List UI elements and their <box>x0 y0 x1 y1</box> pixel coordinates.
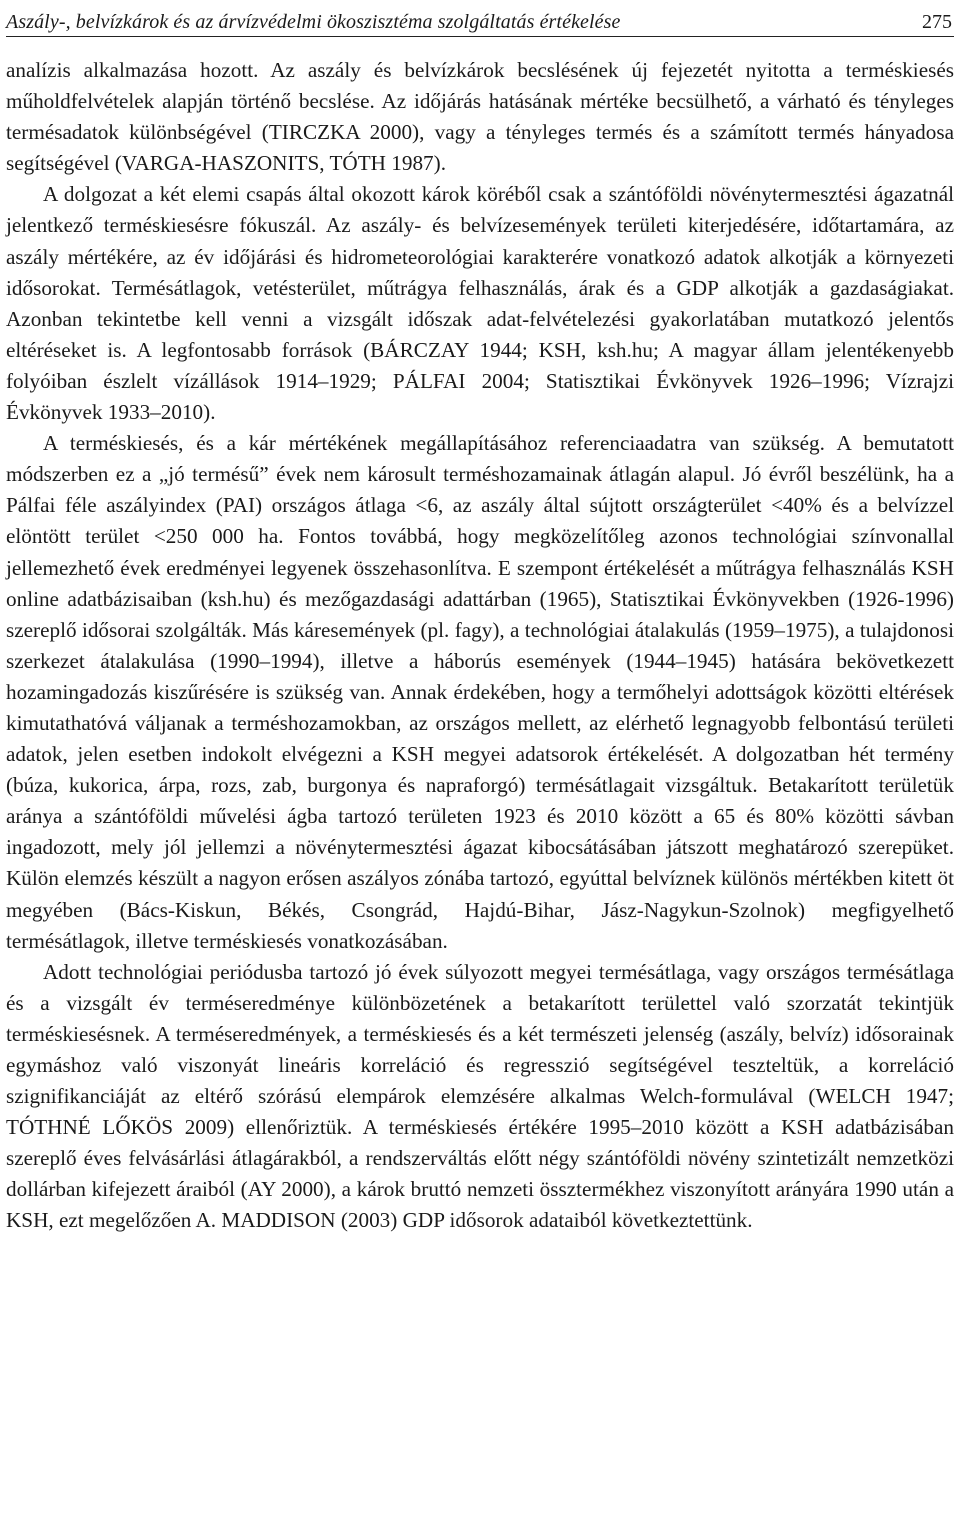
page-number: 275 <box>922 11 952 33</box>
paragraph-4: Adott technológiai periódusba tartozó jó évek súlyozott megyei termésátlaga, vagy országos termésátlaga és a vizsgált év terméseredménye különbözetének a betakarított területtel való szorzatát tekintjük terméskiesésnek. A terméseredmények, a terméskiesés és a két természeti jelenség (aszály, belvíz) idősorainak egymáshoz való viszonyát lineáris korreláció és regresszió segítségével teszteltük, a korreláció szignifikanciáját az eltérő szórású elempárok elemzésére alkalmas Welch-formulával (WELCH 1947; TÓTHNÉ LŐKÖS 2009) ellenőriztük. A terméskiesés értékére 1995–2010 között a KSH adatbázisában szereplő éves felvásárlási átlagárakból, a rendszerváltás előtt négy szántóföldi növény szintetizált nemzetközi dollárban kifejezett áraiból (AY 2000), a károk bruttó nemzeti össztermékhez viszonyított arányára 1990 után a KSH, ezt megelőzően A. MADDISON (2003) GDP idősorok adataiból következtettünk. <box>6 959 954 1233</box>
running-header <box>6 0 954 37</box>
body-text <box>6 55 954 1237</box>
paragraph-2: A dolgozat a két elemi csapás által okozott károk köréből csak a szántóföldi növénytermesztési ágazatnál jelentkező terméskiesésre fókuszál. Az aszály- és belvízesemények területi kiterjedésére, időtartamára, az aszály mértékére, az év időjárási és hidrometeorológiai karakterére vonatkozó adatok alkotják a környezeti idősorokat. Termésátlagok, vetésterület, műtrágya felhasználás, árak és a GDP alkotják a gazdaságiakat. Azonban tekintetbe kell venni a vizsgált időszak adat-felvételezési gyakorlatában mutatkozó jelentős eltéréseket is. A legfontosabb források (BÁRCZAY 1944; KSH, ksh.hu; A magyar állam jelentékenyebb folyóiban észlelt vízállások 1914–1929; PÁLFAI 2004; Statisztikai Évkönyvek 1926–1996; Vízrajzi Évkönyvek 1933–2010). <box>6 182 954 425</box>
paragraph-1: analízis alkalmazása hozott. Az aszály és belvízkárok becslésének új fejezetét nyitotta a terméskiesés műholdfelvételek alapján történő becslése. Az időjárás hatásának mértéke becsülhető, a várható és tényleges termésadatok különbségével (TIRCZKA 2000), vagy a tényleges termés és a számított termés hányadosa segítségével (VARGA-HASZONITS, TÓTH 1987). <box>6 58 954 176</box>
paragraph-3: A terméskiesés, és a kár mértékének megállapításához referenciaadatra van szükség. A bemutatott módszerben ez a „jó termésű” évek nem károsult terméshozamainak átlagán alapul. Jó évről beszélünk, ha a Pálfai féle aszályindex (PAI) országos átlaga <6, az aszály által sújtott országterület <40% és a belvízzel elöntött terület <250 000 ha. Fontos továbbá, hogy megközelítőleg azonos technológiai színvonallal jellemezhető évek eredményei legyenek összehasonlítva. E szempont értékelését a műtrágya felhasználás KSH online adatbázisaiban (ksh.hu) és mezőgazdasági adattárban (1965), Statisztikai Évkönyvekben (1926-1996) szereplő idősorai szolgálták. Más káresemények (pl. fagy), a technológiai átalakulás (1959–1975), a tulajdonosi szerkezet átalakulása (1990–1994), illetve a háborús események (1944–1945) hatására bekövetkezett hozamingadozás kiszűrésére is szükség van. Annak érdekében, hogy a termőhelyi adottságok közötti eltérések kimutathatóvá váljanak a terméshozamokban, az országos mellett, az elérhető legnagyobb felbontású területi adatok, jelen esetben indokolt elvégezni a KSH megyei adatsorok értékelését. A dolgozatban hét termény (búza, kukorica, árpa, rozs, zab, burgonya és napraforgó) termésátlagait vizsgáltuk. Betakarított területük aránya a szántóföldi művelési ágba tartozó területen 1923 és 2010 között a 65 és 80% közötti sávban ingadozott, mely jól jellemzi a növénytermesztési ágazat kibocsátásában játszott meghatározó szerepüket. Külön elemzés készült a nagyon erősen aszályos zónába tartozó, egyúttal belvíznek különös mértékben kitett öt megyében (Bács-Kiskun, Békés, Csongrád, Hajdú-Bihar, Jász-Nagykun-Szolnok) megfigyelhető termésátlagok, illetve terméskiesés vonatkozásában. <box>6 431 954 953</box>
running-header-title: Aszály-, belvízkárok és az árvízvédelmi ökoszisztéma szolgáltatás értékelése <box>6 11 621 33</box>
